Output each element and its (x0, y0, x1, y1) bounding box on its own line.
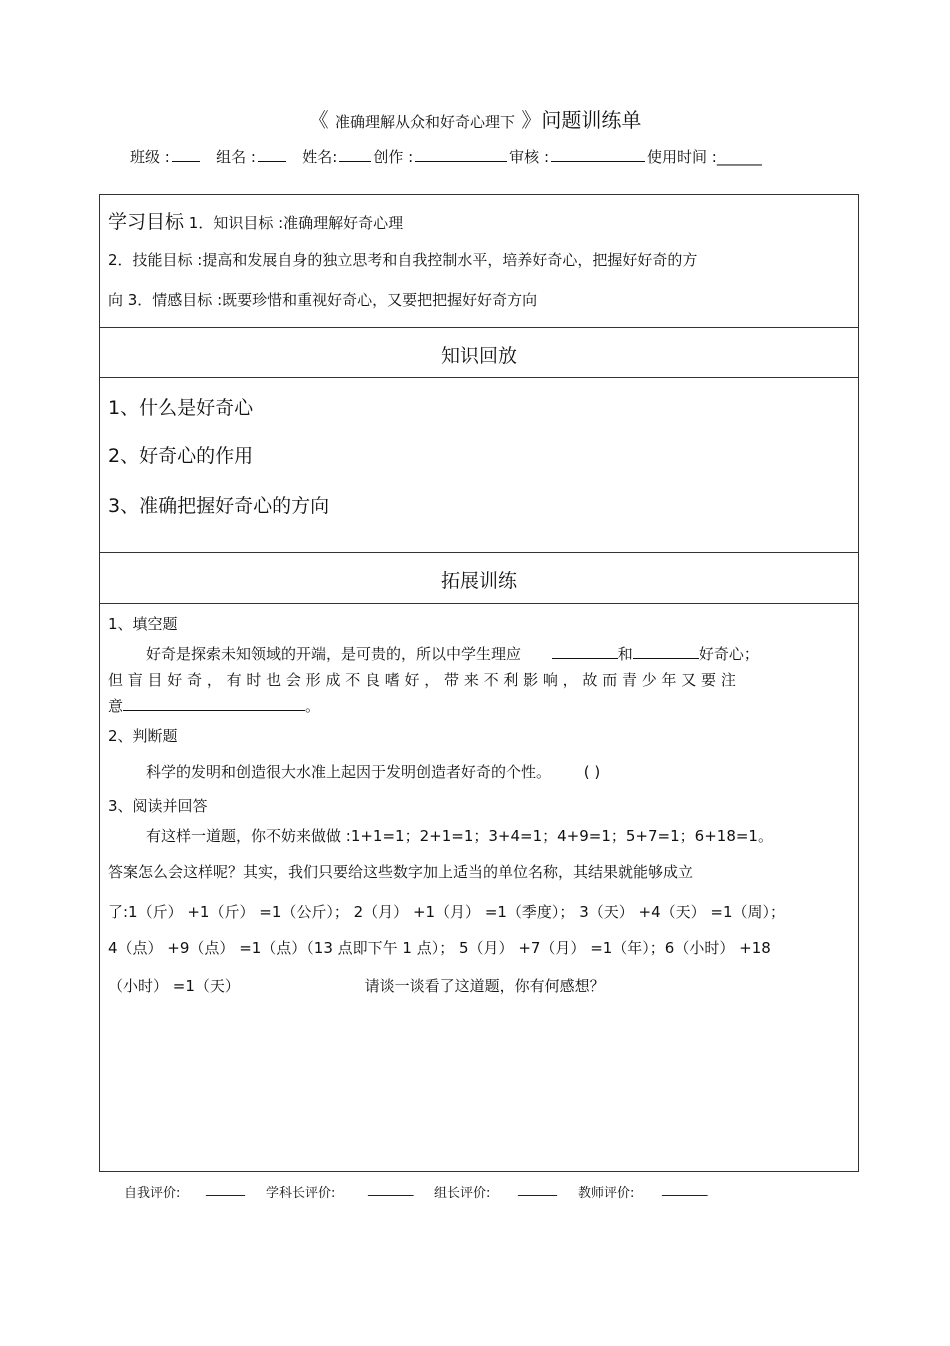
time-label: 使用时间 : (647, 148, 717, 166)
author-blank (415, 147, 507, 162)
divider (100, 377, 858, 378)
q3-text-a: （小时） =1（天） (108, 977, 240, 995)
review-blank (551, 147, 645, 162)
q3-line3: 了:1（斤） +1（斤） =1（公斤）； 2（月） +1（月） =1（季度）； 3（天） +4（天） =1（周）； (108, 903, 786, 921)
q1-blank-1 (552, 644, 618, 659)
leader-eval-label: 组长评价: (434, 1186, 491, 1201)
title-close: 》问题训练单 (521, 108, 642, 132)
leader-eval-blank: ______ (518, 1182, 557, 1197)
page-title (0, 104, 950, 133)
q1-blank-2 (633, 644, 699, 659)
goals-line1 (108, 207, 403, 234)
q1-title: 1、填空题 (108, 615, 178, 633)
q2-title: 2、判断题 (108, 727, 178, 745)
divider (100, 552, 858, 553)
name-blank (339, 147, 371, 162)
teacher-eval-label: 教师评价: (578, 1186, 635, 1201)
review-item: 3、准确把握好奇心的方向 (108, 495, 330, 517)
goal-skill: 2．技能目标 :提高和发展自身的独立思考和自我控制水平，培养好奇心，把握好好奇的方 (108, 251, 698, 269)
q1-line3 (108, 695, 320, 716)
q2-answer-paren: ( ) (583, 763, 601, 781)
subject-eval-label: 学科长评价: (266, 1186, 336, 1201)
review-label: 审核 : (509, 148, 549, 166)
q3-line5 (108, 975, 605, 996)
class-blank (172, 147, 200, 162)
group-label: 组名 : (216, 148, 256, 166)
q2-line (146, 761, 600, 782)
group-blank (258, 147, 286, 162)
q1-text-a: 好奇是探索未知领域的开端，是可贵的，所以中学生理应 (146, 645, 522, 663)
review-item: 1、什么是好奇心 (108, 397, 254, 419)
title-doc-name: 准确理解从众和好奇心理下 (334, 113, 515, 131)
review-item: 2、好奇心的作用 (108, 445, 254, 467)
q1-blank-3 (123, 696, 305, 711)
goal-emotion: 向 3．情感目标 :既要珍惜和重视好奇心，又要把把握好好奇方向 (108, 291, 538, 309)
worksheet-table (99, 194, 859, 1172)
q3-line1: 有这样一道题，你不妨来做做 :1+1=1；2+1=1；3+4=1；4+9=1；5+7=1；6+18=1。 (146, 827, 773, 845)
time-blank: ______ (716, 148, 762, 166)
q3-line4: 4（点） +9（点） =1（点）（13 点即下午 1 点）； 5（月） +7（月） =1（年）；6（小时） +18 (108, 939, 771, 957)
title-open: 《 (308, 108, 329, 132)
q2-text: 科学的发明和创造很大水准上起因于发明创造者好奇的个性。 (146, 763, 552, 781)
q1-text-d: 意 (108, 697, 124, 715)
class-label: 班级 : (130, 148, 170, 166)
self-eval-blank: ______ (206, 1182, 245, 1197)
q3-question: 请谈一谈看了这道题，你有何感想？ (364, 977, 605, 995)
goals-label: 学习目标 (108, 211, 185, 233)
self-eval-label: 自我评价: (124, 1186, 181, 1201)
q1-text-c: 好奇心； (698, 645, 759, 663)
q1-line2: 但 盲 目 好 奇 ， 有 时 也 会 形 成 不 良 嗜 好 ， 带 来 不 利 影 响 ， 故 而 青 少 年 又 要 注 (108, 671, 736, 689)
subject-eval-blank: _______ (368, 1182, 414, 1197)
practice-heading: 拓展训练 (440, 570, 517, 592)
divider (100, 603, 858, 604)
q1-line1 (146, 643, 759, 664)
author-label: 创作 : (373, 148, 414, 166)
review-heading: 知识回放 (440, 345, 517, 367)
q3-line2: 答案怎么会这样呢？其实，我们只要给这些数字加上适当的单位名称，其结果就能够成立 (108, 863, 694, 881)
q3-title: 3、阅读并回答 (108, 797, 208, 815)
header-fields (130, 146, 762, 167)
goal-knowledge: 1．知识目标 :准确理解好奇心理 (188, 214, 404, 232)
divider (100, 327, 858, 328)
q1-text-b: 和 (617, 645, 633, 663)
teacher-eval-blank: _______ (662, 1182, 708, 1197)
q1-text-e: 。 (305, 697, 321, 715)
name-label: 姓名: (302, 148, 338, 166)
